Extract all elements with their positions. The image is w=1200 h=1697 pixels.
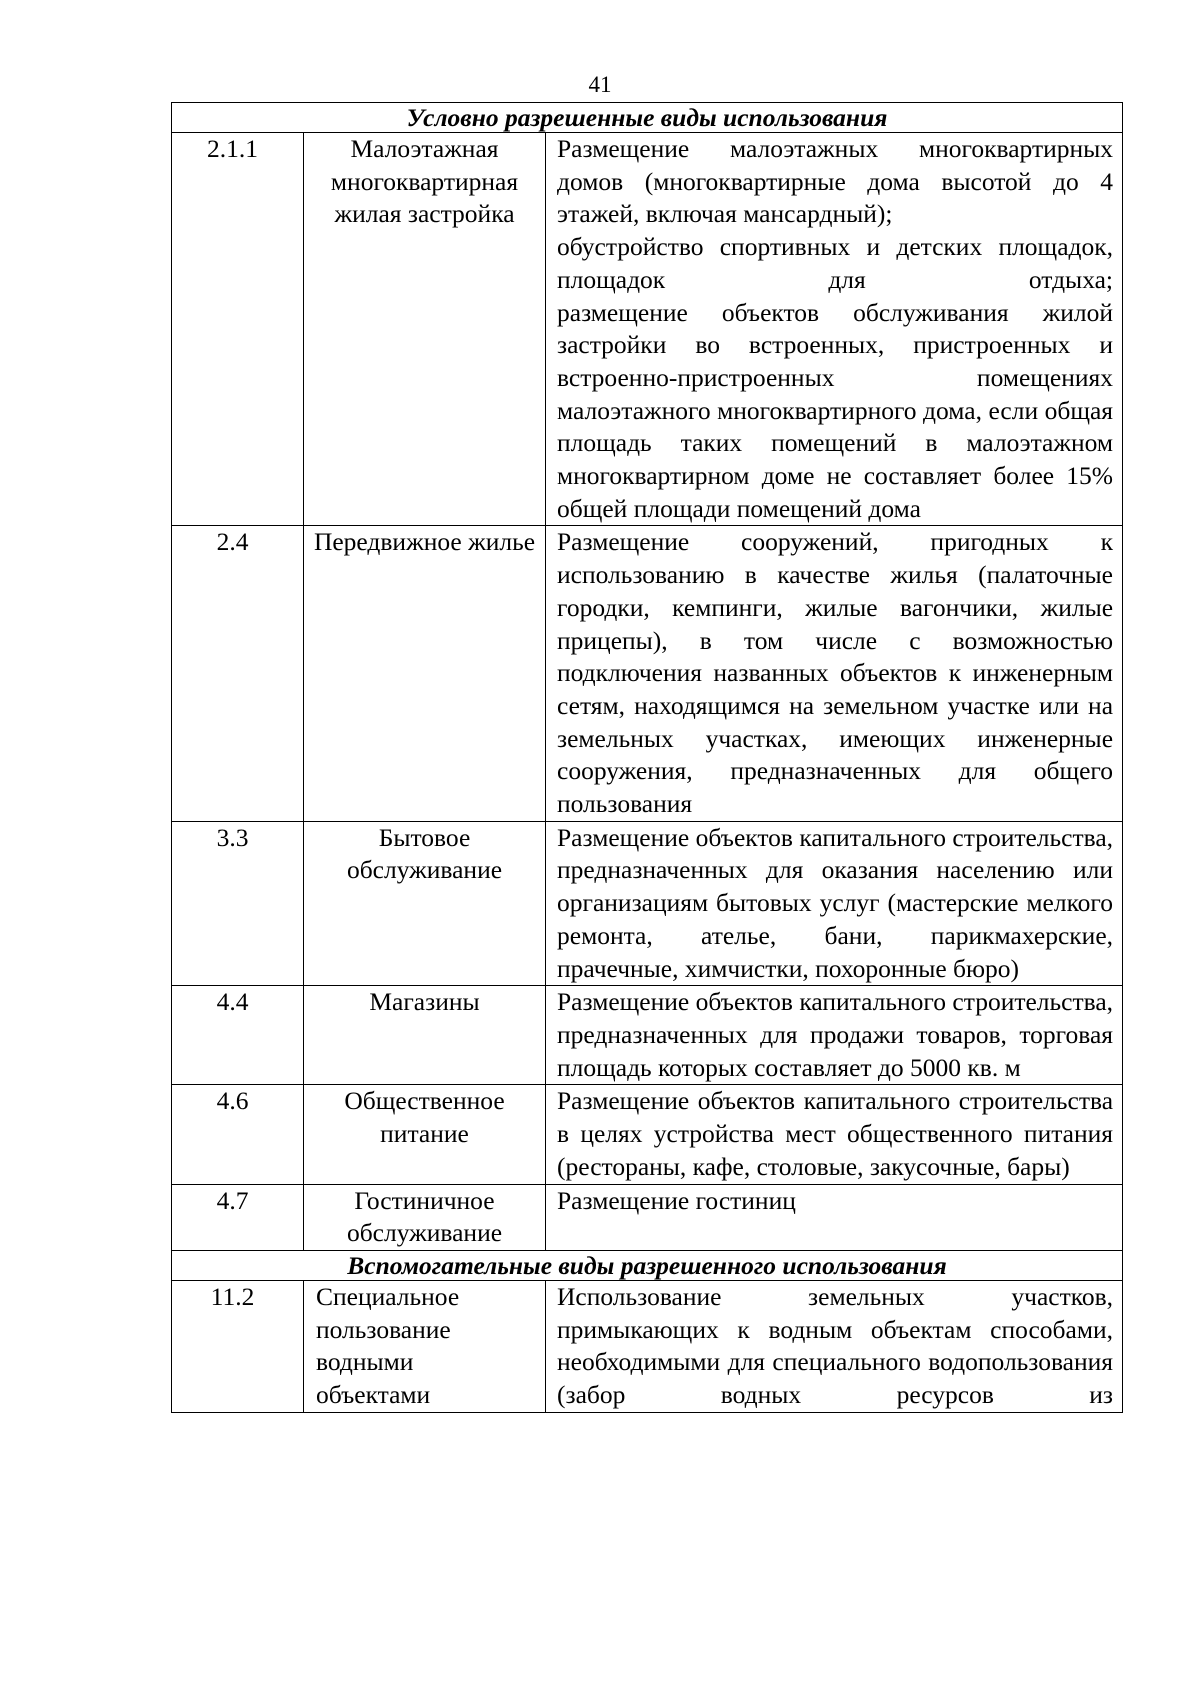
description-paragraph: размещение объектов обслуживания жилой застройки во встроенных, пристроенных и встроенно-пристроенных помещениях малоэтажного многоквартирного дома, если общая площадь таких помещений в малоэтажном многоквартирном доме не составляет более 15% общей площади помещений дома: [557, 297, 1114, 523]
page-number: 41: [588, 72, 612, 97]
description-paragraph: Размещение малоэтажных многоквартирных домов (многоквартирные дома высотой до 4 этажей, включая мансардный);: [557, 134, 1114, 229]
row-name: Общественное питание: [304, 1085, 546, 1184]
description-paragraph: Использование земельных участков, примыкающих к водным объектам способами, необходимыми для специального водопользования (забор водных ресурсов из: [557, 1281, 1114, 1410]
table-row: [172, 821, 1123, 986]
row-description: [546, 1280, 1123, 1412]
table-row: [172, 1280, 1123, 1412]
row-code: 4.4: [172, 986, 304, 1085]
row-code: 2.1.1: [172, 133, 304, 526]
row-name-line: пользование: [316, 1314, 451, 1344]
row-code: 4.6: [172, 1085, 304, 1184]
description-paragraph: Размещение объектов капитального строительства в целях устройства мест общественного питания (рестораны, кафе, столовые, закусочные, бары): [557, 1086, 1114, 1181]
row-description: [546, 986, 1123, 1085]
land-use-table: [171, 102, 1123, 1413]
description-paragraph: Размещение объектов капитального строительства, предназначенных для оказания населению или организациям бытовых услуг (мастерские мелкого ремонта, ателье, бани, парикмахерские, прачечные, химчистки, похоронные бюро): [557, 822, 1114, 983]
row-name: Бытовое обслуживание: [304, 821, 546, 986]
row-name-line: водными: [316, 1347, 414, 1377]
row-code: 4.7: [172, 1184, 304, 1250]
row-code: 2.4: [172, 526, 304, 821]
table-row: [172, 133, 1123, 526]
section-heading-row: [172, 1250, 1123, 1280]
row-description: [546, 821, 1123, 986]
table-row: [172, 526, 1123, 821]
row-description: [546, 133, 1123, 526]
table-row: [172, 1184, 1123, 1250]
row-name: Передвижное жилье: [304, 526, 546, 821]
description-paragraph: Размещение гостиниц: [557, 1185, 796, 1215]
description-paragraph: Размещение объектов капитального строительства, предназначенных для продажи товаров, торговая площадь которых составляет до 5000 кв. м: [557, 987, 1114, 1082]
row-code: 3.3: [172, 821, 304, 986]
table-row: [172, 1085, 1123, 1184]
row-name: Магазины: [304, 986, 546, 1085]
table-row: [172, 986, 1123, 1085]
row-description: [546, 526, 1123, 821]
section-heading-row: [172, 103, 1123, 133]
description-paragraph: Размещение сооружений, пригодных к использованию в качестве жилья (палаточные городки, кемпинги, жилые вагончики, жилые прицепы), в том числе с возможностью подключения названных объектов к инженерным сетям, находящимся на земельном участке или на земельных участках, имеющих инженерные сооружения, предназначенных для общего пользования: [557, 527, 1114, 819]
row-description: [546, 1085, 1123, 1184]
description-paragraph: обустройство спортивных и детских площадок, площадок для отдыха;: [557, 232, 1114, 294]
row-description: [546, 1184, 1123, 1250]
section-heading-conditional: Условно разрешенные виды использования: [172, 103, 1123, 133]
row-name-line: Специальное: [316, 1281, 460, 1311]
row-name: Малоэтажная многоквартирная жилая застройка: [304, 133, 546, 526]
row-name: Гостиничное обслуживание: [304, 1184, 546, 1250]
row-name: [304, 1280, 546, 1412]
row-code: 11.2: [172, 1280, 304, 1412]
row-name-line: объектами: [316, 1380, 431, 1410]
section-heading-auxiliary: Вспомогательные виды разрешенного использования: [172, 1250, 1123, 1280]
